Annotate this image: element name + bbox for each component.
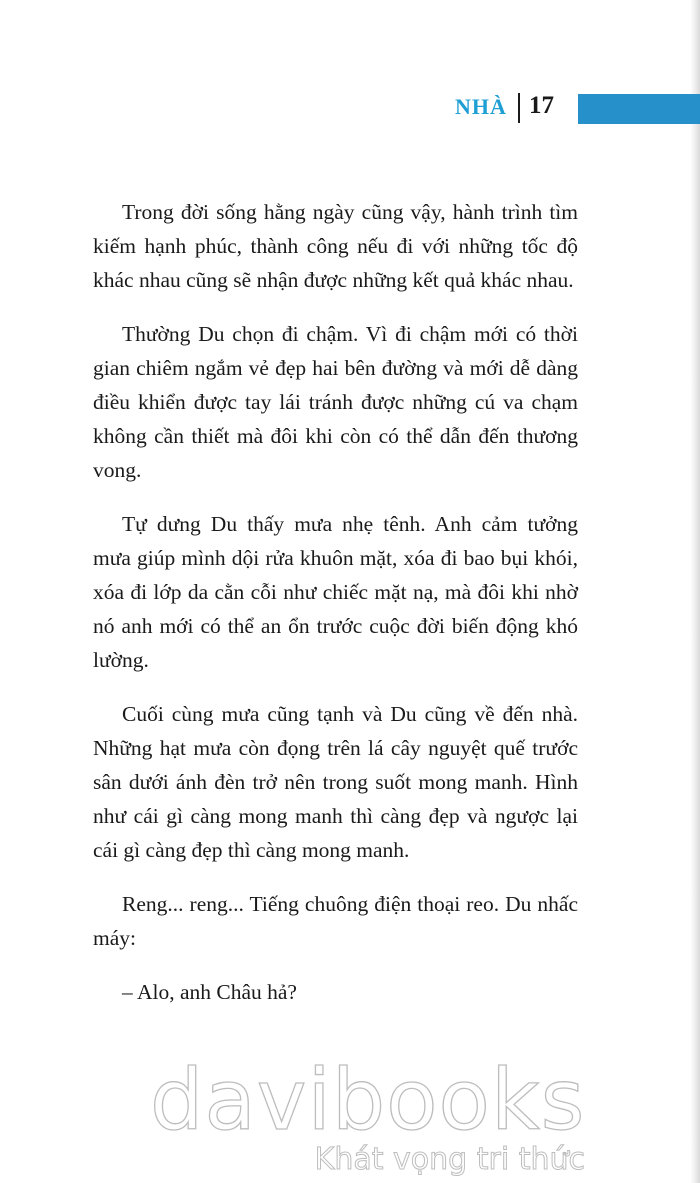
paragraph-dialogue: – Alo, anh Châu hả? xyxy=(122,980,297,1004)
paragraph: Reng... reng... Tiếng chuông điện thoại reo. Du nhấc máy: xyxy=(93,892,578,950)
paragraph: Thường Du chọn đi chậm. Vì đi chậm mới có thời gian chiêm ngắm vẻ đẹp hai bên đường và mới dễ dàng điều khiển được tay lái tránh được những cú va chạm không cần thiết mà đôi khi còn có thể dẫn đến thương vong. xyxy=(93,322,578,482)
page-edge xyxy=(690,0,700,1183)
paragraph: Tự dưng Du thấy mưa nhẹ tênh. Anh cảm tưởng mưa giúp mình dội rửa khuôn mặt, xóa đi bao bụi khói, xóa đi lớp da cằn cỗi như chiếc mặt nạ, mà đôi khi nhờ nó anh mới có thể an ổn trước cuộc đời biến động khó lường. xyxy=(93,512,578,672)
header-divider xyxy=(518,93,520,123)
paragraph: Trong đời sống hằng ngày cũng vậy, hành trình tìm kiếm hạnh phúc, thành công nếu đi với những tốc độ khác nhau cũng sẽ nhận được những kết quả khác nhau. xyxy=(93,200,578,292)
page-number: 17 xyxy=(529,92,554,119)
running-header xyxy=(0,88,700,128)
paragraph: Cuối cùng mưa cũng tạnh và Du cũng về đến nhà. Những hạt mưa còn đọng trên lá cây nguyệt quế trước sân dưới ánh đèn trở nên trong suốt mong manh. Hình như cái gì càng mong manh thì càng đẹp và ngược lại cái gì càng đẹp thì càng mong manh. xyxy=(93,702,578,862)
body-text xyxy=(93,195,578,1029)
chapter-title: NHÀ xyxy=(455,94,507,119)
watermark-brand: davibooks xyxy=(150,1051,586,1149)
header-accent-bar xyxy=(578,94,700,124)
watermark xyxy=(0,1050,700,1183)
watermark-slogan: Khát vọng tri thức xyxy=(314,1142,585,1177)
